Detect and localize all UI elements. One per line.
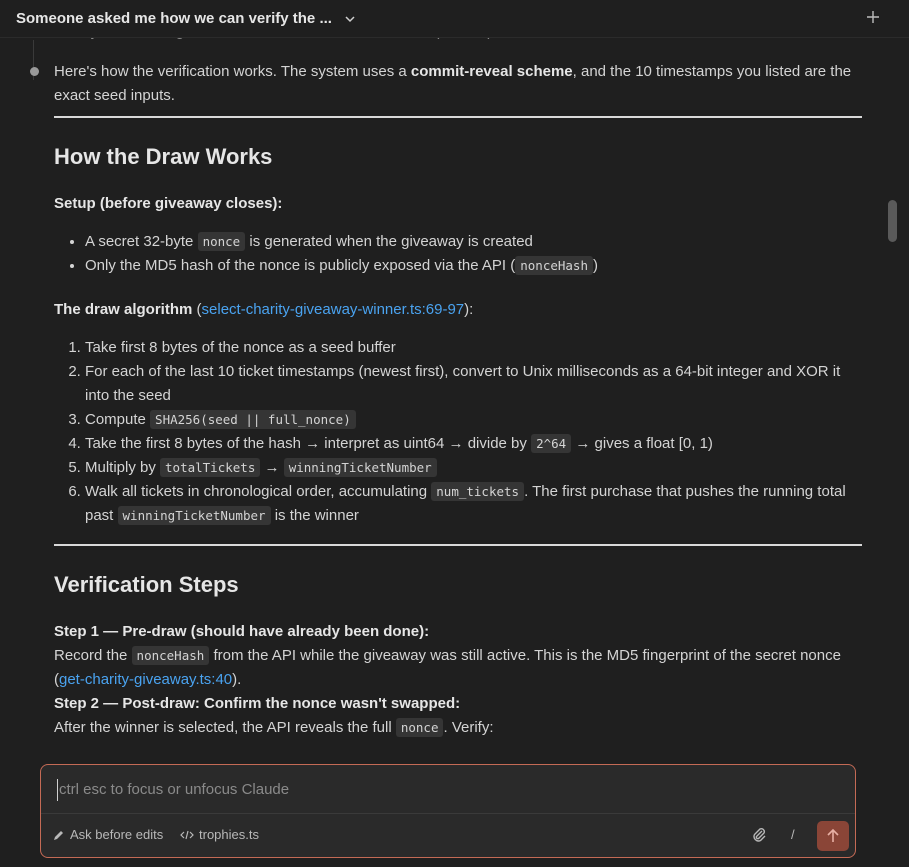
message-dot-icon <box>30 67 39 76</box>
file-link[interactable]: get-charity-giveaway.ts:40 <box>59 671 233 688</box>
setup-list <box>54 230 862 278</box>
mode-button[interactable]: Ask before edits <box>53 827 163 842</box>
conversation-title[interactable]: Someone asked me how we can verify the ... <box>16 10 332 27</box>
code-icon <box>180 829 194 841</box>
step1-label: Step 1 — Pre-draw (should have already been done): <box>54 623 430 640</box>
intro-paragraph: Here's how the verification works. The system uses a commit-reveal scheme, and the 10 timestamps you listed are the exact seed inputs. <box>54 60 862 108</box>
slash-command-button[interactable]: / <box>791 827 795 842</box>
list-item: 1. Take first 8 bytes of the nonce as a seed buffer <box>85 336 862 360</box>
top-bar <box>0 0 909 38</box>
paperclip-icon[interactable] <box>751 827 767 843</box>
list-item: • Only the MD5 hash of the nonce is publicly exposed via the API ( nonceHash ) <box>85 254 862 278</box>
algorithm-steps <box>54 336 862 528</box>
step1-text: Record the nonceHash from the API while the giveaway was still active. This is the MD5 fingerprint of the secret nonce (get-charity-giveaway.ts:40). <box>54 647 841 688</box>
arrow-up-icon <box>825 828 841 844</box>
list-item: 6. Walk all tickets in chronological order, accumulating num_tickets . The first purchase that pushes the running total past winningTicketNumber is the winner <box>85 480 862 528</box>
plus-icon[interactable] <box>865 9 881 25</box>
algo-paragraph: The draw algorithm (select-charity-giveaway-winner.ts:69-97): <box>54 301 474 318</box>
pencil-icon <box>53 829 65 841</box>
step2-text: After the winner is selected, the API reveals the full nonce . Verify: <box>54 719 494 736</box>
divider <box>54 544 862 546</box>
section-heading-verification: Verification Steps <box>54 572 239 597</box>
bold-text: commit-reveal scheme <box>410 63 573 80</box>
list-item: 5. Multiply by totalTickets → winningTicketNumber <box>85 456 862 480</box>
assistant-message <box>54 20 862 740</box>
step2-label: Step 2 — Post-draw: Confirm the nonce wasn't swapped: <box>54 695 461 712</box>
list-item: 3. Compute SHA256(seed || full_nonce) <box>85 408 862 432</box>
list-item: 4. Take the first 8 bytes of the hash → interpret as uint64 → divide by 2^64 → gives a float [0, 1) <box>85 432 862 456</box>
list-item: • A secret 32-byte nonce is generated when the giveaway is created <box>85 230 862 254</box>
chevron-down-icon[interactable] <box>344 13 356 25</box>
scrollbar-thumb[interactable] <box>888 200 897 242</box>
setup-label: Setup (before giveaway closes): <box>54 195 283 212</box>
prompt-input[interactable]: ctrl esc to focus or unfocus Claude <box>57 779 289 801</box>
list-item: 2. For each of the last 10 ticket timestamps (newest first), convert to Unix milliseconds as a 64-bit integer and XOR it into the seed <box>85 360 862 408</box>
file-link[interactable]: select-charity-giveaway-winner.ts:69-97 <box>201 301 465 318</box>
section-heading-draw: How the Draw Works <box>54 144 273 169</box>
message-area <box>0 20 880 760</box>
divider <box>54 116 862 118</box>
composer-divider <box>41 813 855 814</box>
send-button[interactable] <box>817 821 849 851</box>
file-context-button[interactable]: trophies.ts <box>180 827 259 842</box>
prompt-composer <box>40 764 856 858</box>
